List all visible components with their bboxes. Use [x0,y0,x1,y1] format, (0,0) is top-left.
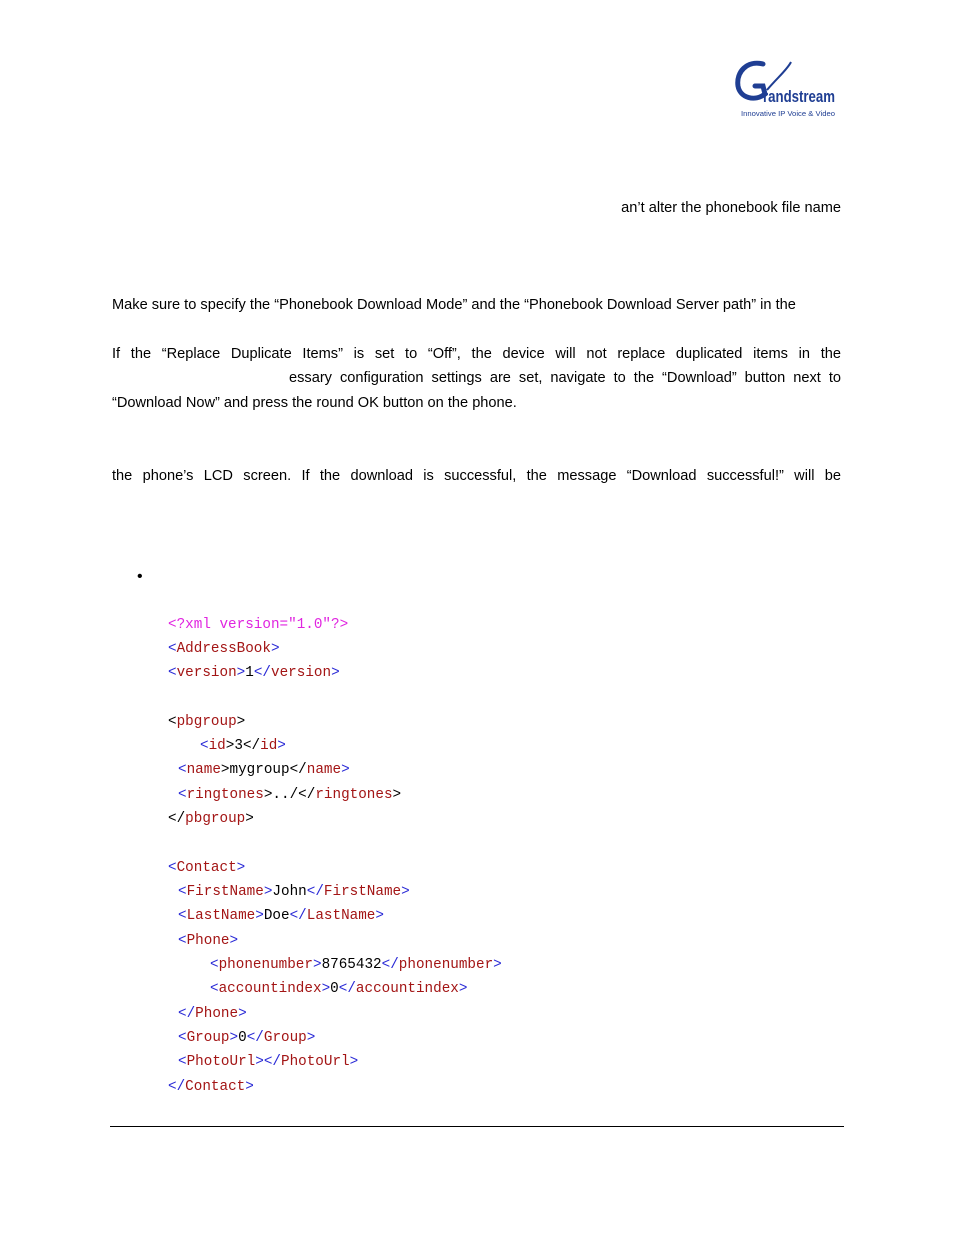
code-xml-declaration: <?xml version="1.0"?> [168,617,349,633]
paragraph-replace-duplicate-line1: If the “Replace Duplicate Items” is set to “Off”, the device will not replace duplicated items in the [112,346,841,362]
paragraph-download-mode: Make sure to specify the “Phonebook Download Mode” and the “Phonebook Download Server path” in the [112,297,796,313]
code-phone-close: </Phone> [178,1006,247,1022]
paragraph-replace-duplicate-line3: “Download Now” and press the round OK button on the phone. [112,395,517,411]
grandstream-logo [733,58,843,122]
code-accountindex: <accountindex>0</accountindex> [210,981,468,997]
code-pbgroup-close: </pbgroup> [168,811,254,827]
code-group-ringtones: <ringtones>../</ringtones> [178,787,402,803]
code-version: <version>1</version> [168,665,340,681]
code-group: <Group>0</Group> [178,1030,316,1046]
svg-text:randstream: randstream [763,87,835,106]
code-phonenumber: <phonenumber>8765432</phonenumber> [210,957,502,973]
code-group-id: <id>3</id> [200,738,286,754]
paragraph-filename-note: an’t alter the phonebook file name [621,200,841,216]
bullet-point: • [137,568,143,585]
footer-divider [110,1126,844,1127]
code-group-name: <name>mygroup</name> [178,762,350,778]
code-contact-close: </Contact> [168,1079,254,1095]
code-contact-open: <Contact> [168,860,246,876]
paragraph-replace-duplicate-line2: essary configuration settings are set, navigate to the “Download” button next to [289,370,841,386]
code-firstname: <FirstName>John</FirstName> [178,884,410,900]
svg-text:Innovative IP Voice & Video: Innovative IP Voice & Video [741,111,836,118]
code-phone-open: <Phone> [178,933,239,949]
paragraph-lcd-message: the phone’s LCD screen. If the download is successful, the message “Download successful!” will be [112,468,841,484]
code-pbgroup-open: <pbgroup> [168,714,246,730]
code-photourl: <PhotoUrl></PhotoUrl> [178,1054,359,1070]
code-addressbook-open: <AddressBook> [168,641,280,657]
code-lastname: <LastName>Doe</LastName> [178,908,384,924]
